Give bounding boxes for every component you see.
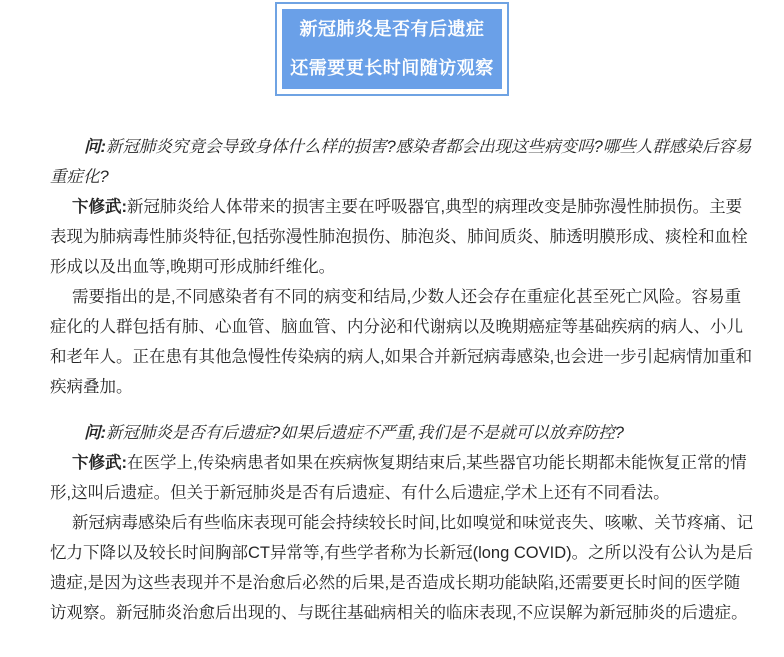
- answer-text: 新冠病毒感染后有些临床表现可能会持续较长时间,比如嗅觉和味觉丧失、咳嗽、关节疼痛、记忆力下降以及较长时间胸部CT异常等,有些学者称为长新冠(long COVID)。之所以没有公认为是后遗症,是因为这些表现并不是治愈后必然的后果,是否造成长期功能缺陷,还需要更长时间的医学随访观察。新冠肺炎治愈后出现的、与既往基础病相关的临床表现,不应误解为新冠肺炎的后遗症。: [50, 514, 754, 622]
- answer-text: 在医学上,传染病患者如果在疾病恢复期结束后,某些器官功能长期都未能恢复正常的情形,这叫后遗症。但关于新冠肺炎是否有后遗症、有什么后遗症,学术上还有不同看法。: [50, 454, 747, 502]
- answer-paragraph: [50, 282, 754, 402]
- answer-paragraph: [50, 508, 754, 628]
- question-label: 问:: [84, 424, 106, 442]
- answer-paragraph: [50, 448, 754, 508]
- speaker-name: 卞修武:: [72, 454, 127, 472]
- title-line-1: 新冠肺炎是否有后遗症: [299, 19, 485, 39]
- title-banner: [275, 2, 509, 96]
- title-line-2: 还需要更长时间随访观察: [290, 58, 494, 78]
- qa-block-1: [50, 132, 754, 402]
- question-label: 问:: [84, 138, 106, 156]
- answer-text: 需要指出的是,不同感染者有不同的病变和结局,少数人还会存在重症化甚至死亡风险。容易重症化的人群包括有肺、心血管、脑血管、内分泌和代谢病以及晚期癌症等基础疾病的病人、小儿和老年人。正在患有其他急慢性传染病的病人,如果合并新冠病毒感染,也会进一步引起病情加重和疾病叠加。: [50, 288, 753, 396]
- article-body: [50, 132, 754, 628]
- question-text: 新冠肺炎是否有后遗症?如果后遗症不严重,我们是不是就可以放弃防控?: [106, 424, 624, 442]
- question-paragraph: [50, 418, 754, 448]
- title-banner-fill: [282, 9, 502, 89]
- question-text: 新冠肺炎究竟会导致身体什么样的损害?感染者都会出现这些病变吗?哪些人群感染后容易重症化?: [50, 138, 752, 186]
- speaker-name: 卞修武:: [72, 198, 127, 216]
- answer-paragraph: [50, 192, 754, 282]
- answer-text: 新冠肺炎给人体带来的损害主要在呼吸器官,典型的病理改变是肺弥漫性肺损伤。主要表现为肺病毒性肺炎特征,包括弥漫性肺泡损伤、肺泡炎、肺间质炎、肺透明膜形成、痰栓和血栓形成以及出血等,晚期可形成肺纤维化。: [50, 198, 748, 276]
- article-page: [0, 2, 784, 657]
- qa-block-2: [50, 418, 754, 628]
- question-paragraph: [50, 132, 754, 192]
